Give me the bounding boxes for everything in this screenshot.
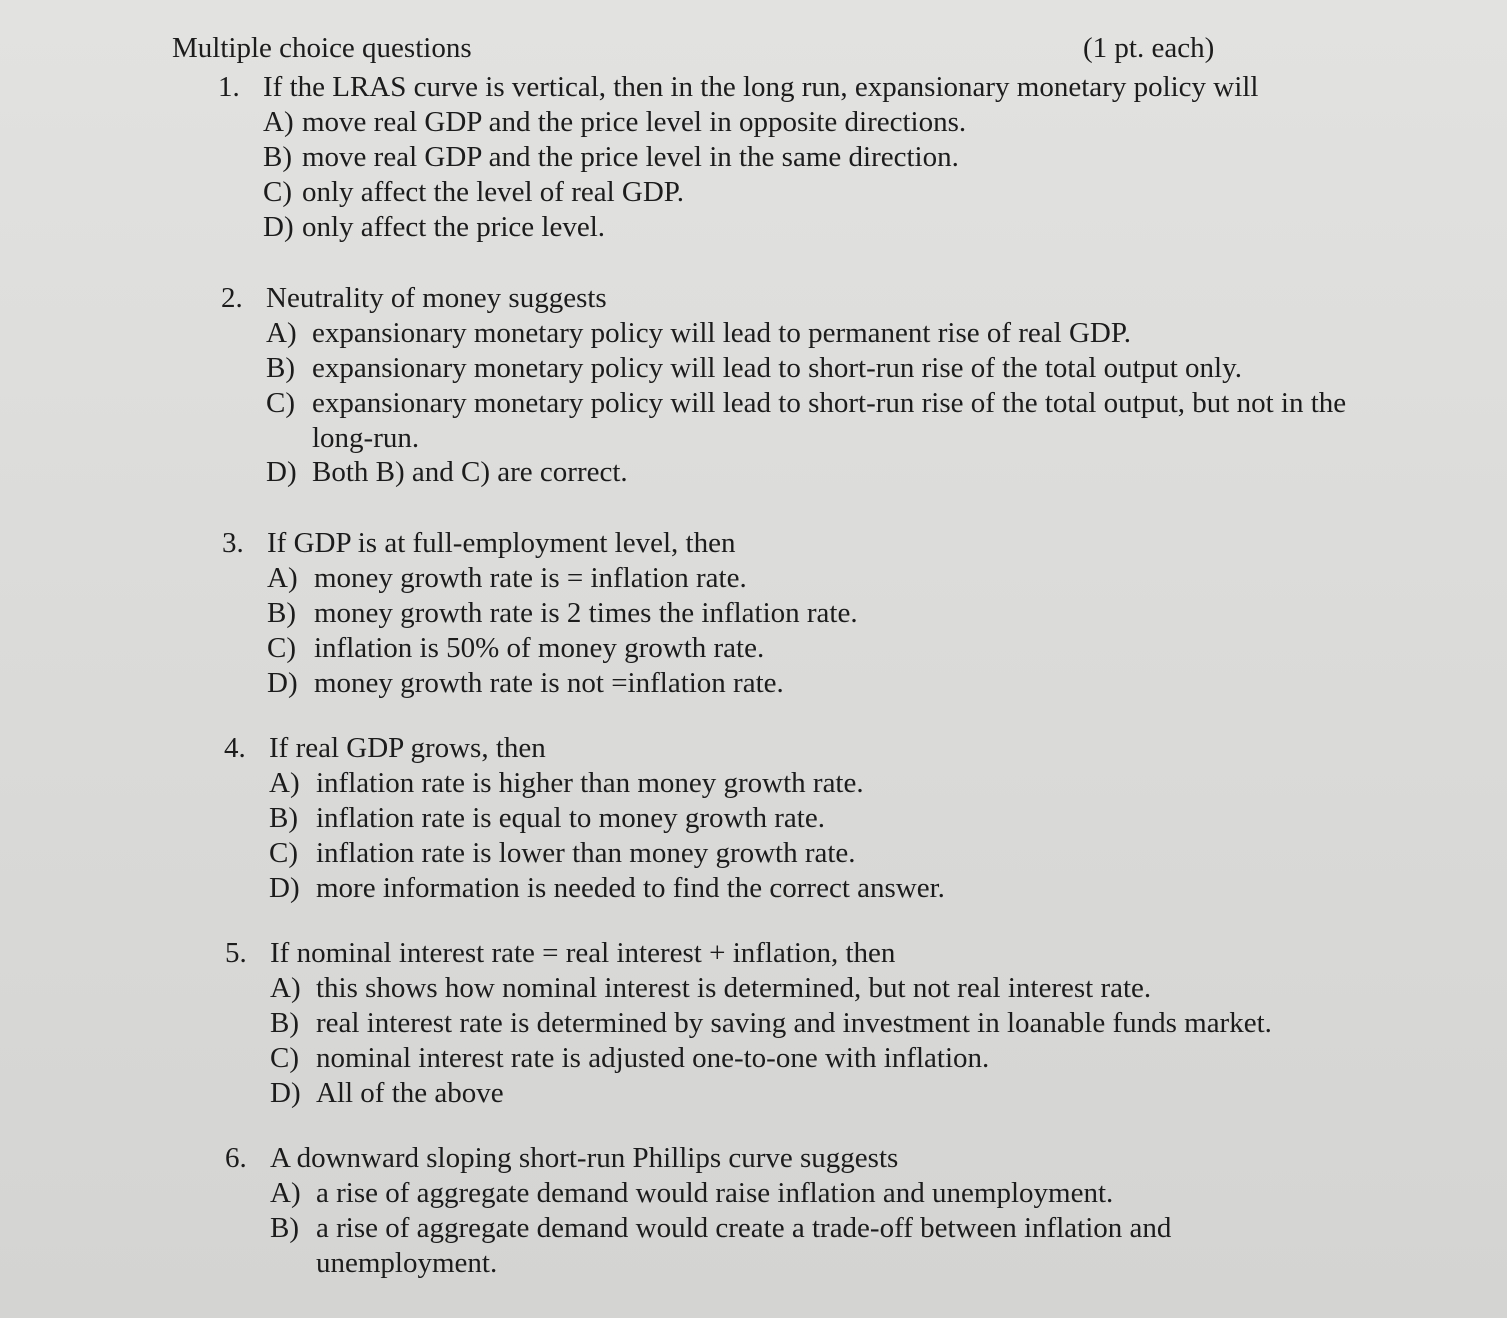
question-number: 1. — [218, 71, 240, 103]
option-a — [224, 766, 1324, 801]
option-d — [218, 210, 1338, 245]
option-text: Both B) and C) are correct. — [312, 456, 628, 488]
question-5 — [225, 936, 1325, 1111]
question-number: 5. — [225, 937, 247, 969]
option-letter: D) — [269, 872, 300, 904]
option-b — [225, 1211, 1325, 1280]
option-text: a rise of aggregate demand would raise inflation and unemployment. — [316, 1177, 1114, 1209]
option-c — [224, 836, 1324, 871]
option-letter: A) — [270, 1177, 301, 1209]
question-number: 3. — [222, 527, 244, 559]
option-d — [225, 1076, 1325, 1111]
option-letter: A) — [267, 562, 298, 594]
option-b — [218, 140, 1338, 175]
points-note: (1 pt. each) — [1083, 32, 1215, 64]
option-letter: B) — [270, 1007, 299, 1039]
option-text: real interest rate is determined by saving and investment in loanable funds market. — [316, 1007, 1272, 1039]
question-number: 2. — [221, 282, 243, 314]
option-letter: D) — [267, 667, 298, 699]
option-text: this shows how nominal interest is determined, but not real interest rate. — [316, 972, 1152, 1004]
option-c — [221, 386, 1351, 455]
section-title: Multiple choice questions — [172, 32, 472, 64]
question-3 — [222, 526, 1322, 701]
option-text: nominal interest rate is adjusted one-to-one with inflation. — [316, 1042, 990, 1074]
option-letter: B) — [267, 597, 296, 629]
option-letter: C) — [267, 632, 296, 664]
option-text: money growth rate is not =inflation rate. — [314, 667, 784, 699]
option-text: only affect the price level. — [302, 211, 606, 243]
option-a — [218, 105, 1338, 140]
option-b — [224, 801, 1324, 836]
option-c — [222, 631, 1322, 666]
option-letter: C) — [263, 176, 292, 208]
option-b — [225, 1006, 1325, 1041]
option-letter: A) — [270, 972, 301, 1004]
option-text: move real GDP and the price level in opposite directions. — [302, 106, 967, 138]
option-letter: C) — [270, 1042, 299, 1074]
option-c — [218, 175, 1338, 210]
option-text: expansionary monetary policy will lead to short-run rise of the total output only. — [312, 352, 1242, 384]
question-stem: If GDP is at full-employment level, then — [267, 527, 736, 559]
option-letter: A) — [263, 106, 294, 138]
option-letter: C) — [269, 837, 298, 869]
option-letter: A) — [266, 317, 297, 349]
option-d — [224, 871, 1324, 906]
option-text: money growth rate is 2 times the inflation rate. — [314, 597, 858, 629]
option-c — [225, 1041, 1325, 1076]
option-letter: B) — [270, 1212, 299, 1244]
option-text: inflation rate is lower than money growth rate. — [316, 837, 856, 869]
option-b — [222, 596, 1322, 631]
option-letter: C) — [266, 387, 295, 419]
option-a — [221, 316, 1351, 351]
option-text: move real GDP and the price level in the same direction. — [302, 141, 959, 173]
option-letter: D) — [263, 211, 294, 243]
option-text: money growth rate is = inflation rate. — [314, 562, 747, 594]
option-a — [222, 561, 1322, 596]
question-stem: If nominal interest rate = real interest + inflation, then — [270, 937, 896, 969]
option-text: expansionary monetary policy will lead to short-run rise of the total output, but not in the long-run. — [312, 387, 1347, 454]
question-stem: Neutrality of money suggests — [266, 282, 607, 314]
option-a — [225, 971, 1325, 1006]
question-4 — [224, 731, 1324, 906]
option-text: inflation rate is higher than money growth rate. — [316, 767, 864, 799]
option-letter: B) — [269, 802, 298, 834]
option-d — [221, 455, 1351, 490]
question-number: 6. — [225, 1142, 247, 1174]
question-2 — [221, 281, 1351, 490]
option-text: only affect the level of real GDP. — [302, 176, 684, 208]
option-text: inflation is 50% of money growth rate. — [314, 632, 765, 664]
question-stem: If real GDP grows, then — [269, 732, 546, 764]
option-text: more information is needed to find the correct answer. — [316, 872, 945, 904]
question-stem: If the LRAS curve is vertical, then in the long run, expansionary monetary policy will — [263, 71, 1259, 103]
option-text: expansionary monetary policy will lead to permanent rise of real GDP. — [312, 317, 1132, 349]
option-text: a rise of aggregate demand would create a trade-off between inflation and unemployment. — [316, 1212, 1172, 1279]
option-letter: D) — [270, 1077, 301, 1109]
question-6 — [225, 1141, 1325, 1280]
question-1 — [218, 70, 1338, 245]
option-letter: A) — [269, 767, 300, 799]
option-d — [222, 666, 1322, 701]
option-letter: D) — [266, 456, 297, 488]
option-text: inflation rate is equal to money growth rate. — [316, 802, 825, 834]
option-letter: B) — [263, 141, 292, 173]
option-text: All of the above — [316, 1077, 504, 1109]
question-stem: A downward sloping short-run Phillips curve suggests — [270, 1142, 899, 1174]
option-b — [221, 351, 1351, 386]
option-a — [225, 1176, 1325, 1211]
option-letter: B) — [266, 352, 295, 384]
question-number: 4. — [224, 732, 246, 764]
